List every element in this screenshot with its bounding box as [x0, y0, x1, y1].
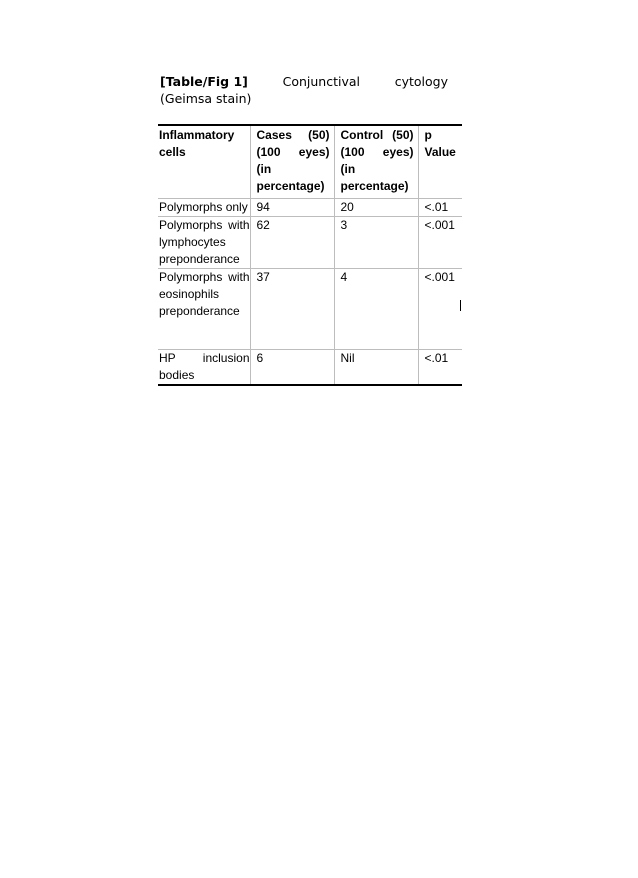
cell-p-value: <.01 — [418, 350, 462, 386]
cell-cases: 37 — [250, 269, 334, 350]
cell-p-value: <.01 — [418, 199, 462, 217]
cytology-table — [158, 124, 462, 386]
header-cases: Cases (50) (100 eyes) (in percentage) — [250, 125, 334, 199]
text-cursor-mark — [460, 300, 461, 311]
cell-control: Nil — [334, 350, 418, 386]
table-header-row — [158, 125, 462, 199]
cell-cases: 6 — [250, 350, 334, 386]
cell-cell-type: HP inclusion bodies — [158, 350, 250, 386]
cell-cell-type: Polymorphs only — [158, 199, 250, 217]
table-row — [158, 269, 462, 350]
cell-cell-type: Polymorphs with lymphocytes preponderance — [158, 217, 250, 269]
caption-subtitle: (Geimsa stain) — [160, 91, 252, 106]
header-control: Control (50) (100 eyes) (in percentage) — [334, 125, 418, 199]
cell-cases: 94 — [250, 199, 334, 217]
caption-label: [Table/Fig 1] — [160, 74, 248, 89]
table-row — [158, 217, 462, 269]
cell-control: 3 — [334, 217, 418, 269]
cell-control: 4 — [334, 269, 418, 350]
cell-p-value: <.001 — [418, 217, 462, 269]
table-caption — [160, 73, 448, 107]
cell-control: 20 — [334, 199, 418, 217]
cell-cell-type: Polymorphs with eosinophils preponderance — [158, 269, 250, 350]
cell-cases: 62 — [250, 217, 334, 269]
header-inflammatory-cells: Inflammatory cells — [158, 125, 250, 199]
caption-title-word1: Conjunctival — [282, 74, 360, 89]
table-row — [158, 350, 462, 386]
header-p-value: p Value — [418, 125, 462, 199]
caption-title-word2: cytology — [394, 74, 448, 89]
table-row — [158, 199, 462, 217]
cell-p-value: <.001 — [418, 269, 462, 350]
